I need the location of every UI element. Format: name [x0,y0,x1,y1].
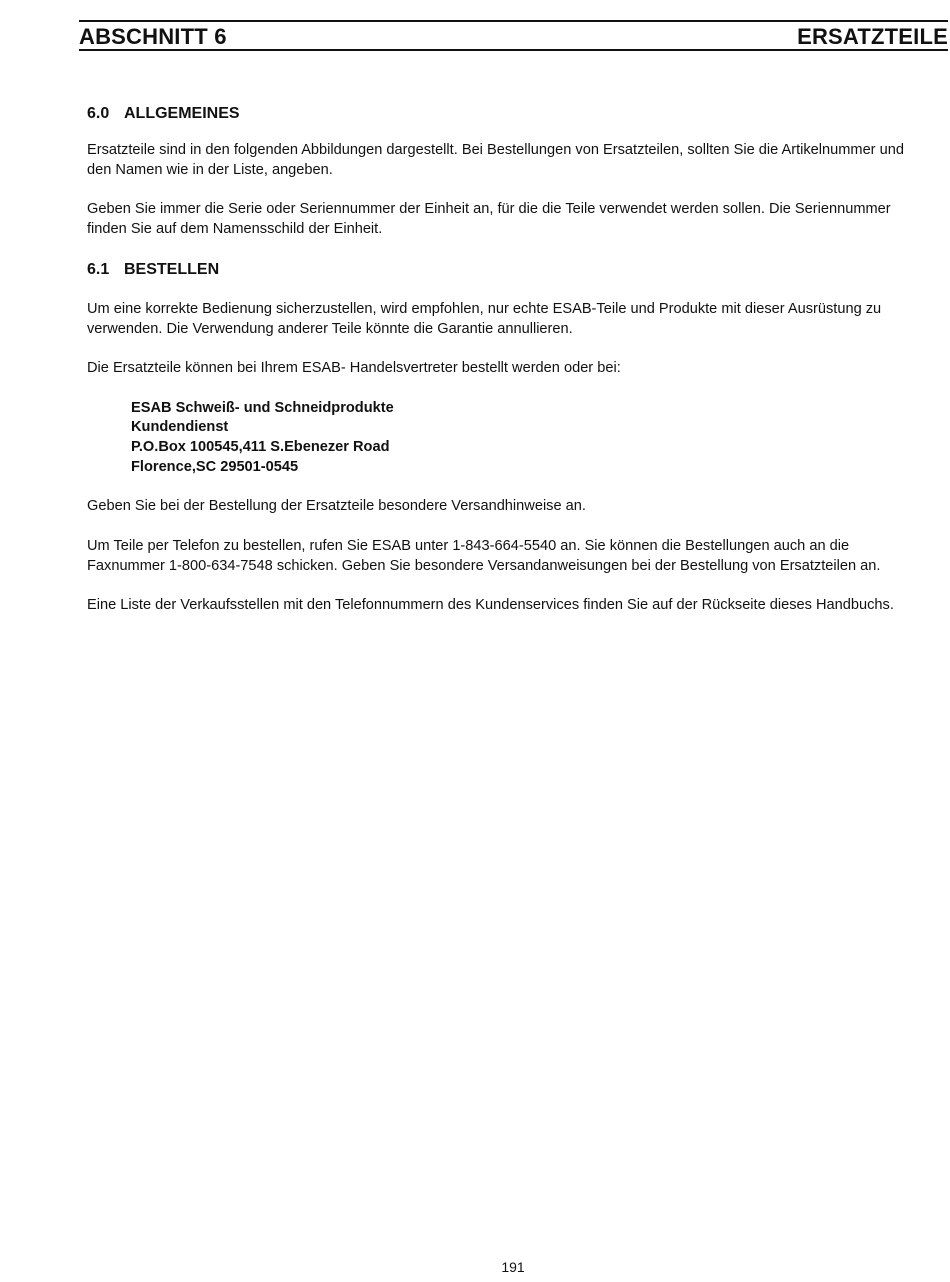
paragraph: Ersatzteile sind in den folgenden Abbildungen dargestellt. Bei Bestellungen von Ersatzteilen, sollten Sie die Artikelnummer und den Namen wie in der Liste, angeben. [87,142,904,178]
address-line: ESAB Schweiß- und Schneidprodukte [131,400,394,416]
heading-number: 6.1 [87,261,110,278]
heading-title: ALLGEMEINES [124,105,240,122]
paragraph: Um eine korrekte Bedienung sicherzustellen, wird empfohlen, nur echte ESAB-Teile und Produkte mit dieser Ausrüstung zu verwenden. Die Verwendung anderer Teile könnte die Garantie annullieren. [87,301,882,337]
paragraph: Geben Sie immer die Serie oder Seriennummer der Einheit an, für die die Teile verwendet werden sollen. Die Seriennummer finden Sie auf dem Namensschild der Einheit. [87,201,891,237]
paragraph: Die Ersatzteile können bei Ihrem ESAB- Handelsvertreter bestellt werden oder bei: [87,360,621,376]
paragraph: Eine Liste der Verkaufsstellen mit den Telefonnummern des Kundenservices finden Sie auf der Rückseite dieses Handbuchs. [87,597,894,613]
address-line: Kundendienst [131,419,229,435]
address-line: Florence,SC 29501-0545 [131,459,299,475]
address-line: P.O.Box 100545,411 S.Ebenezer Road [131,439,390,455]
heading-title: BESTELLEN [124,261,220,278]
heading-number: 6.0 [87,105,110,122]
section-title: ERSATZTEILE [797,24,948,49]
page-number: 191 [501,1259,525,1275]
section-header [79,20,948,51]
paragraph: Um Teile per Telefon zu bestellen, rufen Sie ESAB unter 1-843-664-5540 an. Sie können die Bestellungen auch an die Faxnummer 1-800-634-7548 schicken. Geben Sie besondere Versandanweisungen bei der Bestellung von Ersatzteilen an. [87,538,881,574]
section-label: ABSCHNITT 6 [79,24,227,49]
heading-allgemeines [87,104,240,124]
heading-bestellen [87,260,219,280]
paragraph: Geben Sie bei der Bestellung der Ersatzteile besondere Versandhinweise an. [87,498,586,514]
